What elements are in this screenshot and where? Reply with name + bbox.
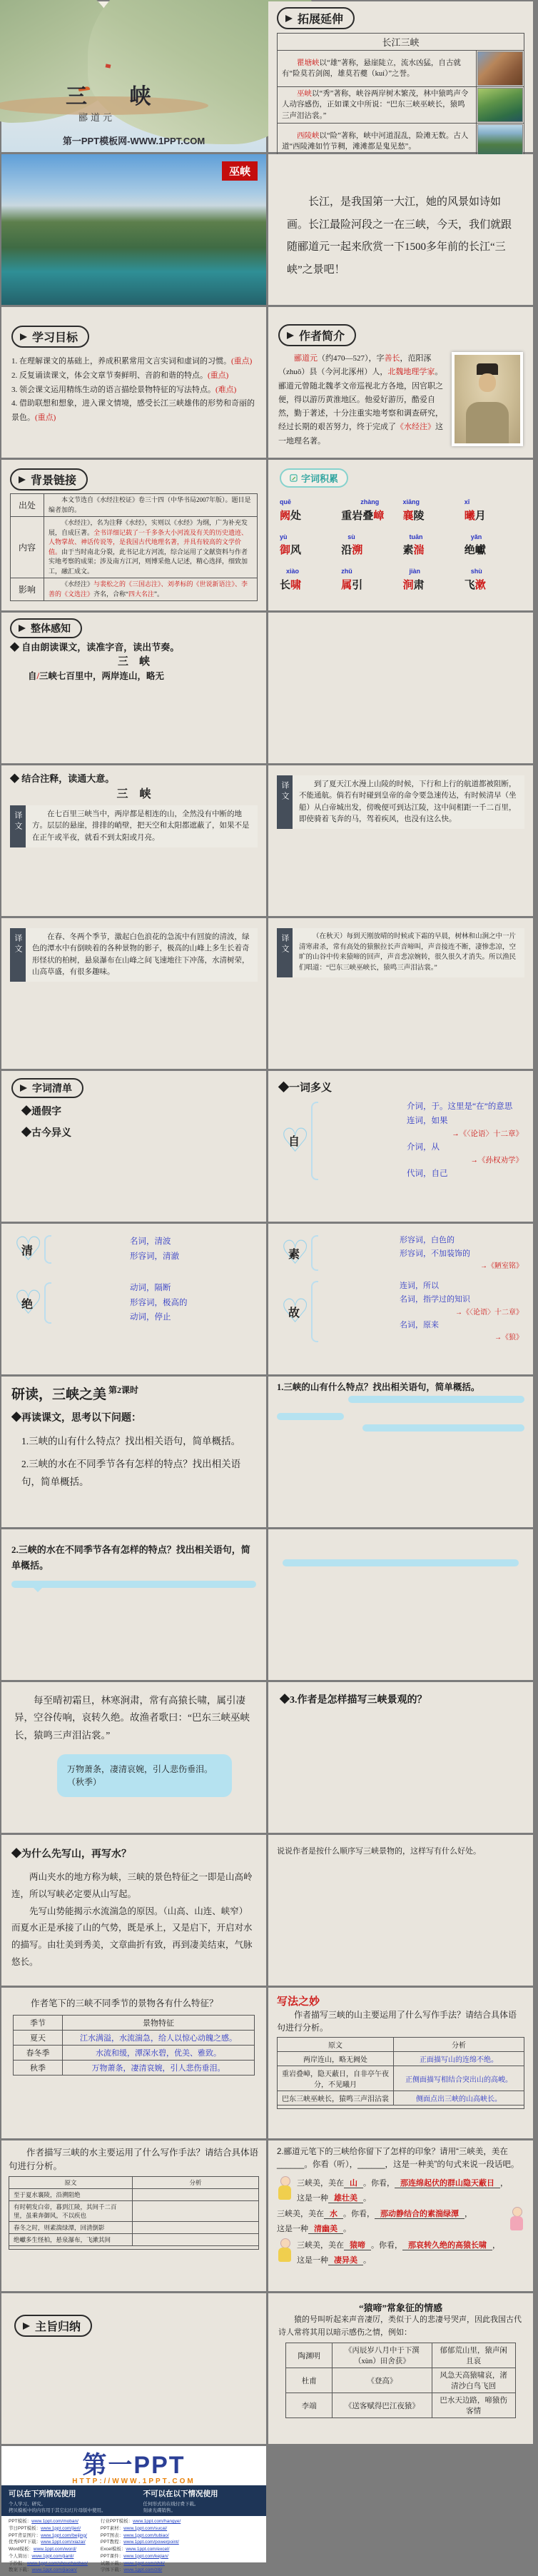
section-header: 学习目标: [11, 326, 89, 348]
polysemy-line: 形容词，白色的: [400, 1236, 455, 1244]
question: 2.郦道元笔下的三峡给你留下了怎样的印象？请用“三峡美，美在______。你看（听），______，这是一种美”的句式来说一段话吧。: [277, 2148, 519, 2169]
brace-shape: [311, 1102, 318, 1180]
arrow-icon: [285, 15, 293, 22]
question: 1.三峡的山有什么特点？找出相关语句，简单概括。: [21, 1436, 241, 1447]
slide-spring-winter-water: [268, 1529, 533, 1680]
topic-intro: 猿的号叫听起来声音凄厉，类似于人的悲凄号哭声，因此我国古代诗人常将其用以暗示感伤之情，例如：: [278, 2315, 522, 2337]
table-row: 巫峡以“秀”著称，峡谷两岸树木繁茂，林中猿鸣声令人动容感伤，正如课文中所说：“巴东三峡巫峡长，猿鸣三声泪沾裳。”: [278, 87, 477, 124]
translation-block: [277, 928, 524, 977]
slide-autumn-water: [1, 1682, 266, 1833]
xiling-gorge-photo: [477, 124, 523, 159]
link-row[interactable]: PPT背景图片：www.1ppt.com/beijing/: [9, 2532, 87, 2538]
lesson-title: 研读，三峡之美: [11, 1387, 107, 1402]
slide-annotate-1: [1, 765, 266, 916]
vocab-item: zhǔ 属引: [341, 568, 363, 591]
link-row[interactable]: 字体下载：www.1ppt.com/ziti/: [100, 2567, 163, 2573]
translation-text: 在春、冬两个季节，激起白色浪花的急流中有回旋的清波，绿色的潭水中有倒映着的各种景物的影子，极高的山峰上多生长着奇形怪状的柏树，悬泉瀑布在山峰之间飞速地往下冲荡，水清树荣，山高草盛，有很多趣味。: [26, 928, 258, 982]
translation-label: 译文: [277, 928, 293, 977]
question: 1.三峡的山有什么特点？找出相关语句，简单概括。: [277, 1382, 480, 1392]
callout-bubble: [11, 1581, 256, 1588]
page-title: 三 峡: [66, 85, 170, 109]
photo-label: 巫峡: [222, 161, 258, 181]
polysemy-line: 介词，于。这里是“在”的意思: [407, 1102, 513, 1111]
vocab-item: xiào 长啸: [280, 568, 302, 591]
link-row[interactable]: PPT模板：www.1ppt.com/moban/: [9, 2519, 78, 2524]
season-table: 季节 景物特征 夏天 江水满溢，水流湍急，给人以惊心动魄之感。 春冬季 水流和缓，潭深水碧，优美、雅致。 秋季 万物萧条，凄清哀婉，引人悲伤垂泪。: [13, 2015, 255, 2076]
slide-title: [1, 1, 266, 152]
heart-shape: ♡ 素: [278, 1237, 310, 1269]
table-row: 西陵峡以“险”著称，峡中河道混乱，险滩无数。古人道“西陵滩如竹节稠，滩滩都是鬼见愁”。: [278, 124, 477, 160]
translation-block: [277, 775, 524, 829]
slide-summer-water: [1, 1529, 266, 1680]
link-row[interactable]: 节日PPT模板：www.1ppt.com/jieri/: [9, 2525, 81, 2531]
answer-text: 先写山势能揭示水流湍急的原因。（山高、山连、峡窄）而夏水正是承接了山的气势，既是承上，又是启下，开启对水的描写。由壮美到秀美，文章曲折有致，再到凄美结束，气脉悠长。: [11, 1906, 253, 1967]
slide-annotate-2: [268, 765, 533, 916]
heart-shape: ♡ 绝: [11, 1287, 43, 1319]
feature-cell: 万物萧条，凄清哀婉，引人悲伤垂泪。: [63, 2061, 255, 2076]
brace-shape: [311, 1235, 318, 1271]
polysemy-line: 动词，隔断: [130, 1284, 171, 1292]
license-item: 个人学习、研究。: [9, 2502, 46, 2507]
technique-summary: [278, 2105, 524, 2109]
feature-cell: 水流和缓，潭深水碧，优美、雅致。: [63, 2046, 255, 2061]
link-row[interactable]: 个人简历：www.1ppt.com/jianli/: [9, 2553, 74, 2559]
vocab-item: sù 沿溯: [341, 533, 363, 556]
arrow-icon: [20, 1085, 27, 1092]
polysemy-line: 代词，自己: [407, 1169, 448, 1179]
slide-vocabulary: [268, 460, 533, 610]
season-cell: 秋季: [14, 2061, 63, 2076]
lesson-tag: 第2课时: [108, 1385, 139, 1395]
technique-summary: [9, 2245, 259, 2249]
slide-wuxia-photo: [1, 154, 266, 305]
slide-reading-1: [1, 613, 266, 763]
arrow-icon: [19, 625, 26, 632]
row-content: 《水经注》，名为注释《水经》，实则以《水经》为纲，广为补充发展，自成巨著。全书详细记载了一千多条大小河流及有关的历史遗迹、人物掌故、神话传说等，是我国古代地理名著，并具有较高的文学价值。由于当时南北分裂，此书记北方河流，综合运用了文献资料与作者实地考察的成果；涉及南方江河，则博采他人记述，精心选择，细致加工，融汇成文。: [44, 517, 258, 578]
link-lists: [1, 2516, 266, 2576]
slide-license: [1, 2446, 266, 2573]
question: 作者描写三峡的水主要运用了什么写作手法？请结合具体语句进行分析。: [9, 2148, 259, 2171]
slide-extension: [268, 1, 533, 152]
vocab-item: zhàng 重岩叠嶂: [341, 498, 385, 522]
section-header: 作者简介: [278, 324, 356, 346]
vocab-item: xiāng 襄陵: [402, 498, 425, 522]
vocab-item: tuān 素湍: [402, 533, 425, 556]
bullet-instruction: ◆再读课文，思考以下问题：: [11, 1413, 141, 1424]
question: ◆为什么先写山，再写水？: [11, 1849, 131, 1860]
callout-bubble: 万物萧条，凄清哀婉，引人悲伤垂泪。（秋季）: [57, 1754, 232, 1797]
section-header: 拓展延伸: [277, 7, 355, 29]
polysemy-line: 形容词，清澈: [130, 1252, 179, 1261]
vocab-item: yǎn 绝巘: [464, 533, 486, 556]
polysemy-line: 名词，清波: [130, 1237, 171, 1247]
background-table: [10, 493, 258, 601]
brace-shape: [44, 1282, 51, 1324]
slide-annotate-3: [1, 918, 266, 1069]
link-column-left: [9, 2518, 88, 2574]
slide-ape-cry: [268, 2293, 533, 2444]
vocab-item: quē 阙处: [280, 498, 302, 522]
section-header: 背景链接: [10, 468, 88, 490]
table-row: 瞿塘峡以“雄”著称，悬崖陡立，流水凶猛，自古就有“险莫若剑阁，雄莫若夔（kuí）”之誉。: [278, 51, 477, 87]
translation-text: 到了夏天江水漫上山陵的时候，下行和上行的航道都被阻断，不能通航。倘若有时碰到皇帝的命令要急速传达，有时候清早（坐船）从白帝城出发，傍晚便可到达江陵，这中间相距一千二百里，即使骑着飞奔的马，驾着疾风，也没有这么快。: [293, 775, 524, 829]
intro-text: 长江，是我国第一大江，她的风景如诗如画。长江最险河段之一在三峡，今天，我们就跟随郦道元一起来欣赏一下1500多年前的长江“三峡”之景吧！: [287, 196, 512, 276]
polysemy-line: 介词，从: [407, 1142, 440, 1152]
row-content: 《水经注》与裴松之的《三国志注》、刘孝标的《世说新语注》、李善的《文选注》齐名，合称“四大名注”。: [44, 578, 258, 601]
license-item: 刻录光碟销售。: [143, 2508, 176, 2513]
qutang-gorge-photo: [477, 51, 523, 86]
link-row[interactable]: 优秀PPT下载：www.1ppt.com/xiazai/: [9, 2540, 86, 2545]
license-band: [1, 2485, 266, 2516]
technique-title: 写法之妙: [277, 1996, 320, 2008]
objective-item: 2. 反复诵读课文，体会文章节奏鲜明、音韵和谐的特点。(重点): [11, 371, 229, 380]
link-row[interactable]: Word模板：www.1ppt.com/word/: [9, 2547, 76, 2552]
link-row[interactable]: Excel模板：www.1ppt.com/excel/: [100, 2547, 170, 2552]
link-row[interactable]: PPT课件：www.1ppt.com/kejian/: [100, 2553, 168, 2559]
arrow-icon: [20, 333, 27, 341]
translation-text: 在七百里三峡当中，两岸都是相连的山，全然没有中断的地方。层层的悬崖，排排的峭壁，把天空和太阳都遮蔽了，如果不是在正午或半夜，就看不到太阳或月亮。: [26, 805, 258, 847]
brace-shape: [311, 1281, 318, 1342]
question: 2.三峡的水在不同季节各有怎样的特点？找出相关语句，简单概括。: [11, 1544, 250, 1571]
technique-table: 原文 分析 两岸连山，略无阙处 正面描写山的连绵不绝。 重岩叠嶂，隐天蔽日，自非亭午夜分，不见曦月 正侧面描写相结合突出山的高峻。 巴东三峡巫峡长，猿鸣三声泪沾裳 侧面点出三峡的山高峡长。: [277, 2037, 524, 2109]
season-cell: 夏天: [14, 2031, 63, 2046]
heart-shape: ♡ 故: [278, 1296, 310, 1327]
source-ref: →《孙权劝学》: [470, 1157, 523, 1165]
wu-gorge-photo: [477, 88, 523, 122]
slide-water-technique: [1, 2140, 266, 2291]
vocab-item: yù 御风: [280, 533, 302, 556]
polysemy-line: 形容词，极高的: [130, 1298, 188, 1307]
question: 作者笔下的三峡不同季节的景物各有什么特征？: [31, 1998, 218, 2008]
bullet-instruction: ◆ 自由朗读课文，读准字音，读出节奏。: [10, 642, 180, 653]
topic-title: “猿啼”常象征的情感: [358, 2303, 442, 2313]
objective-item: 1. 在理解课文的基础上，养成积累常用文言实词和虚词的习惯。(重点): [11, 357, 253, 366]
link-row[interactable]: PPT教程：www.1ppt.com/powerpoint/: [100, 2540, 179, 2545]
link-column-right: [101, 2518, 181, 2574]
license-can-title: 可以在下列情况使用: [9, 2490, 76, 2498]
watercolor-art: [1, 1, 266, 152]
license-item: 任何形式的在线付费下载。: [143, 2502, 199, 2507]
slide-objectives: [1, 307, 266, 458]
slide-order-benefit: [268, 1835, 533, 1986]
author: 郦道元: [78, 112, 116, 123]
link-row[interactable]: 教案下载：www.1ppt.com/jiaoan/: [9, 2567, 77, 2573]
license-item: 拷贝模板中的内容用于其它幻灯片母版中使用。: [9, 2508, 106, 2513]
slide-study-questions: [1, 1377, 266, 1527]
polysemy-line: 连词，所以: [400, 1282, 439, 1291]
section-header: 字词清单: [11, 1078, 83, 1098]
text-title: 三 峡: [117, 656, 150, 668]
slide-polysemy-qing-jue: [1, 1224, 266, 1374]
quote-text: 每至晴初霜旦，林寒涧肃，常有高猿长啸，属引凄异，空谷传响，哀转久绝。故渔者歌曰：“巴东三峡巫峡长，猿鸣三声泪沾裳。”: [14, 1695, 250, 1741]
boy-figure: [277, 2238, 293, 2263]
translation-label: 译文: [277, 775, 293, 829]
vocab-item: xī 曦月: [464, 498, 486, 522]
callout-bubble: [362, 1424, 524, 1432]
watermark: 第一PPT模板网-WWW.1PPT.COM: [62, 136, 205, 146]
table-title: 长江三峡: [278, 34, 524, 51]
license-cannot-title: 不可以在以下情况使用: [143, 2490, 218, 2498]
subsection-title: ◆古今异义: [21, 1128, 71, 1139]
slide-beauty-sentences: [268, 2140, 533, 2291]
text-title: 三 峡: [116, 788, 151, 800]
source-ref: →《〈论语〉十二章》: [455, 1308, 523, 1317]
answer-line: 三峡美，美在 山 。你看， 那连绵起伏的群山隐天蔽日 ， 这是一种 雄壮美 。: [277, 2176, 524, 2206]
slide-how-described: [268, 1682, 533, 1833]
arrow-icon: [19, 476, 26, 483]
polysemy-line: 动词，停止: [130, 1313, 171, 1322]
boy-figure: [277, 2176, 293, 2200]
face-shape: [479, 373, 496, 392]
author-portrait: [452, 352, 523, 446]
slide-annotate-4: [268, 918, 533, 1069]
feature-cell: 江水满溢，水流湍急，给人以惊心动魄之感。: [63, 2031, 255, 2046]
author-bio-text: 郦道元（约470—527），字善长，范阳涿（zhuō）县（今河北涿州）人，北魏地理学家。郦道元曾随北魏孝文帝巡视北方各地，因官职之便，得以游历黄淮地区。他爱好游历，酷爱自然，勤于著述，十分注重实地考察和调查研究，经过长期的艰苦努力，终于完成了《水经注》这一地理名著。: [278, 354, 443, 446]
translation-label: 译文: [10, 805, 26, 847]
heart-shape: ♡ 自: [278, 1125, 310, 1157]
link-row[interactable]: 行业PPT模板：www.1ppt.com/hangye/: [100, 2519, 181, 2524]
translation-block: [10, 805, 258, 847]
polysemy-line: 形容词，不加装饰的: [400, 1249, 470, 1258]
robe-shape: [466, 402, 509, 443]
slide-season-features: [1, 1988, 266, 2138]
callout-bubble: [348, 1396, 524, 1403]
link-row[interactable]: PPT素材：www.1ppt.com/sucai/: [100, 2525, 168, 2531]
callout-bubble: [277, 1413, 344, 1420]
course-text: 自/三峡七百里中，两岸连山，略无: [28, 671, 165, 681]
answer-line: 三峡美，美在 水 。你看， 那动静结合的素湍绿潭 ， 这是一种 清幽美 。: [277, 2207, 524, 2237]
objective-item: 3. 领会课文运用精练生动的语言描绘景物特征的写法特点。(难点): [11, 385, 237, 394]
slide-polysemy-zi: [268, 1071, 533, 1222]
site-logo: 第一PPT: [82, 2452, 186, 2479]
row-label: 出处: [11, 494, 44, 517]
row-label: 内容: [11, 517, 44, 578]
pencil-icon: [290, 474, 298, 482]
slide-reading-2: [268, 613, 533, 763]
row-content: 本文节选自《水经注校证》卷三十四（中华书局2007年版）。题目是编者加的。: [44, 494, 258, 517]
slide-polysemy-su-gu: [268, 1224, 533, 1374]
slide-mountain-technique: [268, 1988, 533, 2138]
slide-intro: [268, 154, 533, 305]
polysemy-line: 名词，指学过的知识: [400, 1295, 470, 1304]
answer-line: 三峡美，美在 猿啼 。你看， 那哀转久绝的高猿长啸 ， 这是一种 凄异美 。: [277, 2238, 524, 2268]
slide-theme-summary: [1, 2293, 266, 2444]
objective-item: 4. 借助联想和想象，进入课文情境，感受长江三峡雄伟的形势和奇丽的景色。(重点): [11, 399, 255, 423]
subsection-title: ◆一词多义: [278, 1082, 333, 1094]
question: 说说作者是按什么顺序写三峡景物的，这样写有什么好处。: [277, 1847, 481, 1856]
question: ◆3.作者是怎样描写三峡景观的？: [280, 1695, 427, 1706]
heart-shape: ♡ 清: [11, 1234, 43, 1265]
gorges-table: [277, 33, 524, 160]
arrow-icon: [23, 2323, 30, 2330]
link-row[interactable]: 试题下载：www.1ppt.com/shiti/: [100, 2560, 165, 2566]
source-ref: →《〈论语〉十二章》: [452, 1130, 523, 1139]
question: 作者描写三峡的山主要运用了什么写作手法？请结合具体语句进行分析。: [277, 2010, 517, 2033]
slide-word-list: [1, 1071, 266, 1222]
answer-text: 两山夹水的地方称为峡，三峡的景色特征之一即是山高岭连，所以写峡必定要从山写起。: [11, 1872, 253, 1899]
season-cell: 春冬季: [14, 2046, 63, 2061]
technique-table: 原文 分析 至于夏水襄陵，沿溯阻绝 有时朝发白帝，暮到江陵，其间千二百里，虽乘奔御风，不以疾也 春冬之时，则素湍绿潭，回清倒影 绝巘多生怪柏，悬泉瀑布，飞漱其间: [9, 2176, 259, 2250]
link-row[interactable]: 手抄报：www.1ppt.com/shouchaobao/: [9, 2560, 88, 2566]
arrow-icon: [287, 332, 294, 339]
vocab-item: shù 飞漱: [464, 568, 486, 591]
site-url[interactable]: HTTP://WWW.1PPT.COM: [72, 2477, 196, 2485]
bullet-instruction: ◆ 结合注释，读通大意。: [10, 773, 115, 784]
source-ref: →《狼》: [494, 1334, 523, 1342]
section-header: 主旨归纳: [14, 2315, 92, 2337]
source-ref: →《陋室铭》: [480, 1262, 523, 1271]
slide-background: [1, 460, 266, 610]
slide-mountain-analysis: [268, 1377, 533, 1527]
question: 2.三峡的水在不同季节各有怎样的特点？找出相关语句，简单概括。: [21, 1459, 241, 1487]
section-header: 整体感知: [10, 618, 82, 638]
empty-cell: [268, 2446, 533, 2562]
row-label: 影响: [11, 578, 44, 601]
translation-text: （在秋天）每到天刚放晴的时候或下霜的早晨，树林和山涧之中一片清寒肃杀，常有高处的猿猴拉长声音啼叫，声音接连不断，凄惨悲凉，空旷的山谷中传来猿啼的回声，声音悲凉婉转，很久很久才消失。所以渔民们唱道：“巴东三峡巫峡长，猿鸣三声泪沾裳。”: [293, 928, 524, 977]
vocab-item: jiàn 涧肃: [402, 568, 425, 591]
polysemy-line: 名词，原来: [400, 1320, 439, 1329]
link-row[interactable]: PPT图表：www.1ppt.com/tubiao/: [100, 2532, 169, 2538]
girl-figure: [509, 2207, 524, 2231]
poem-table: 陶渊明 《丙辰岁八月中于下潠（xùn）田舍获》 郁郁荒山里，猿声闲且哀 杜甫 《登高》 风急天高猿啸哀，渚清沙白鸟飞回 李端 《送客赋得巴江夜猿》 巴水天边路，啼猿伤客情: [285, 2343, 515, 2418]
translation-block: [10, 928, 258, 982]
slide-author-bio: [268, 307, 533, 458]
translation-label: 译文: [10, 928, 26, 982]
slide-why-mountain-first: [1, 1835, 266, 1986]
subsection-title: ◆通假字: [21, 1107, 61, 1117]
brace-shape: [44, 1235, 51, 1264]
polysemy-line: 连词，如果: [407, 1116, 448, 1125]
pinyin-grid: [280, 498, 522, 592]
callout-bubble: [283, 1559, 519, 1566]
vocab-badge: 字词积累: [280, 468, 348, 488]
